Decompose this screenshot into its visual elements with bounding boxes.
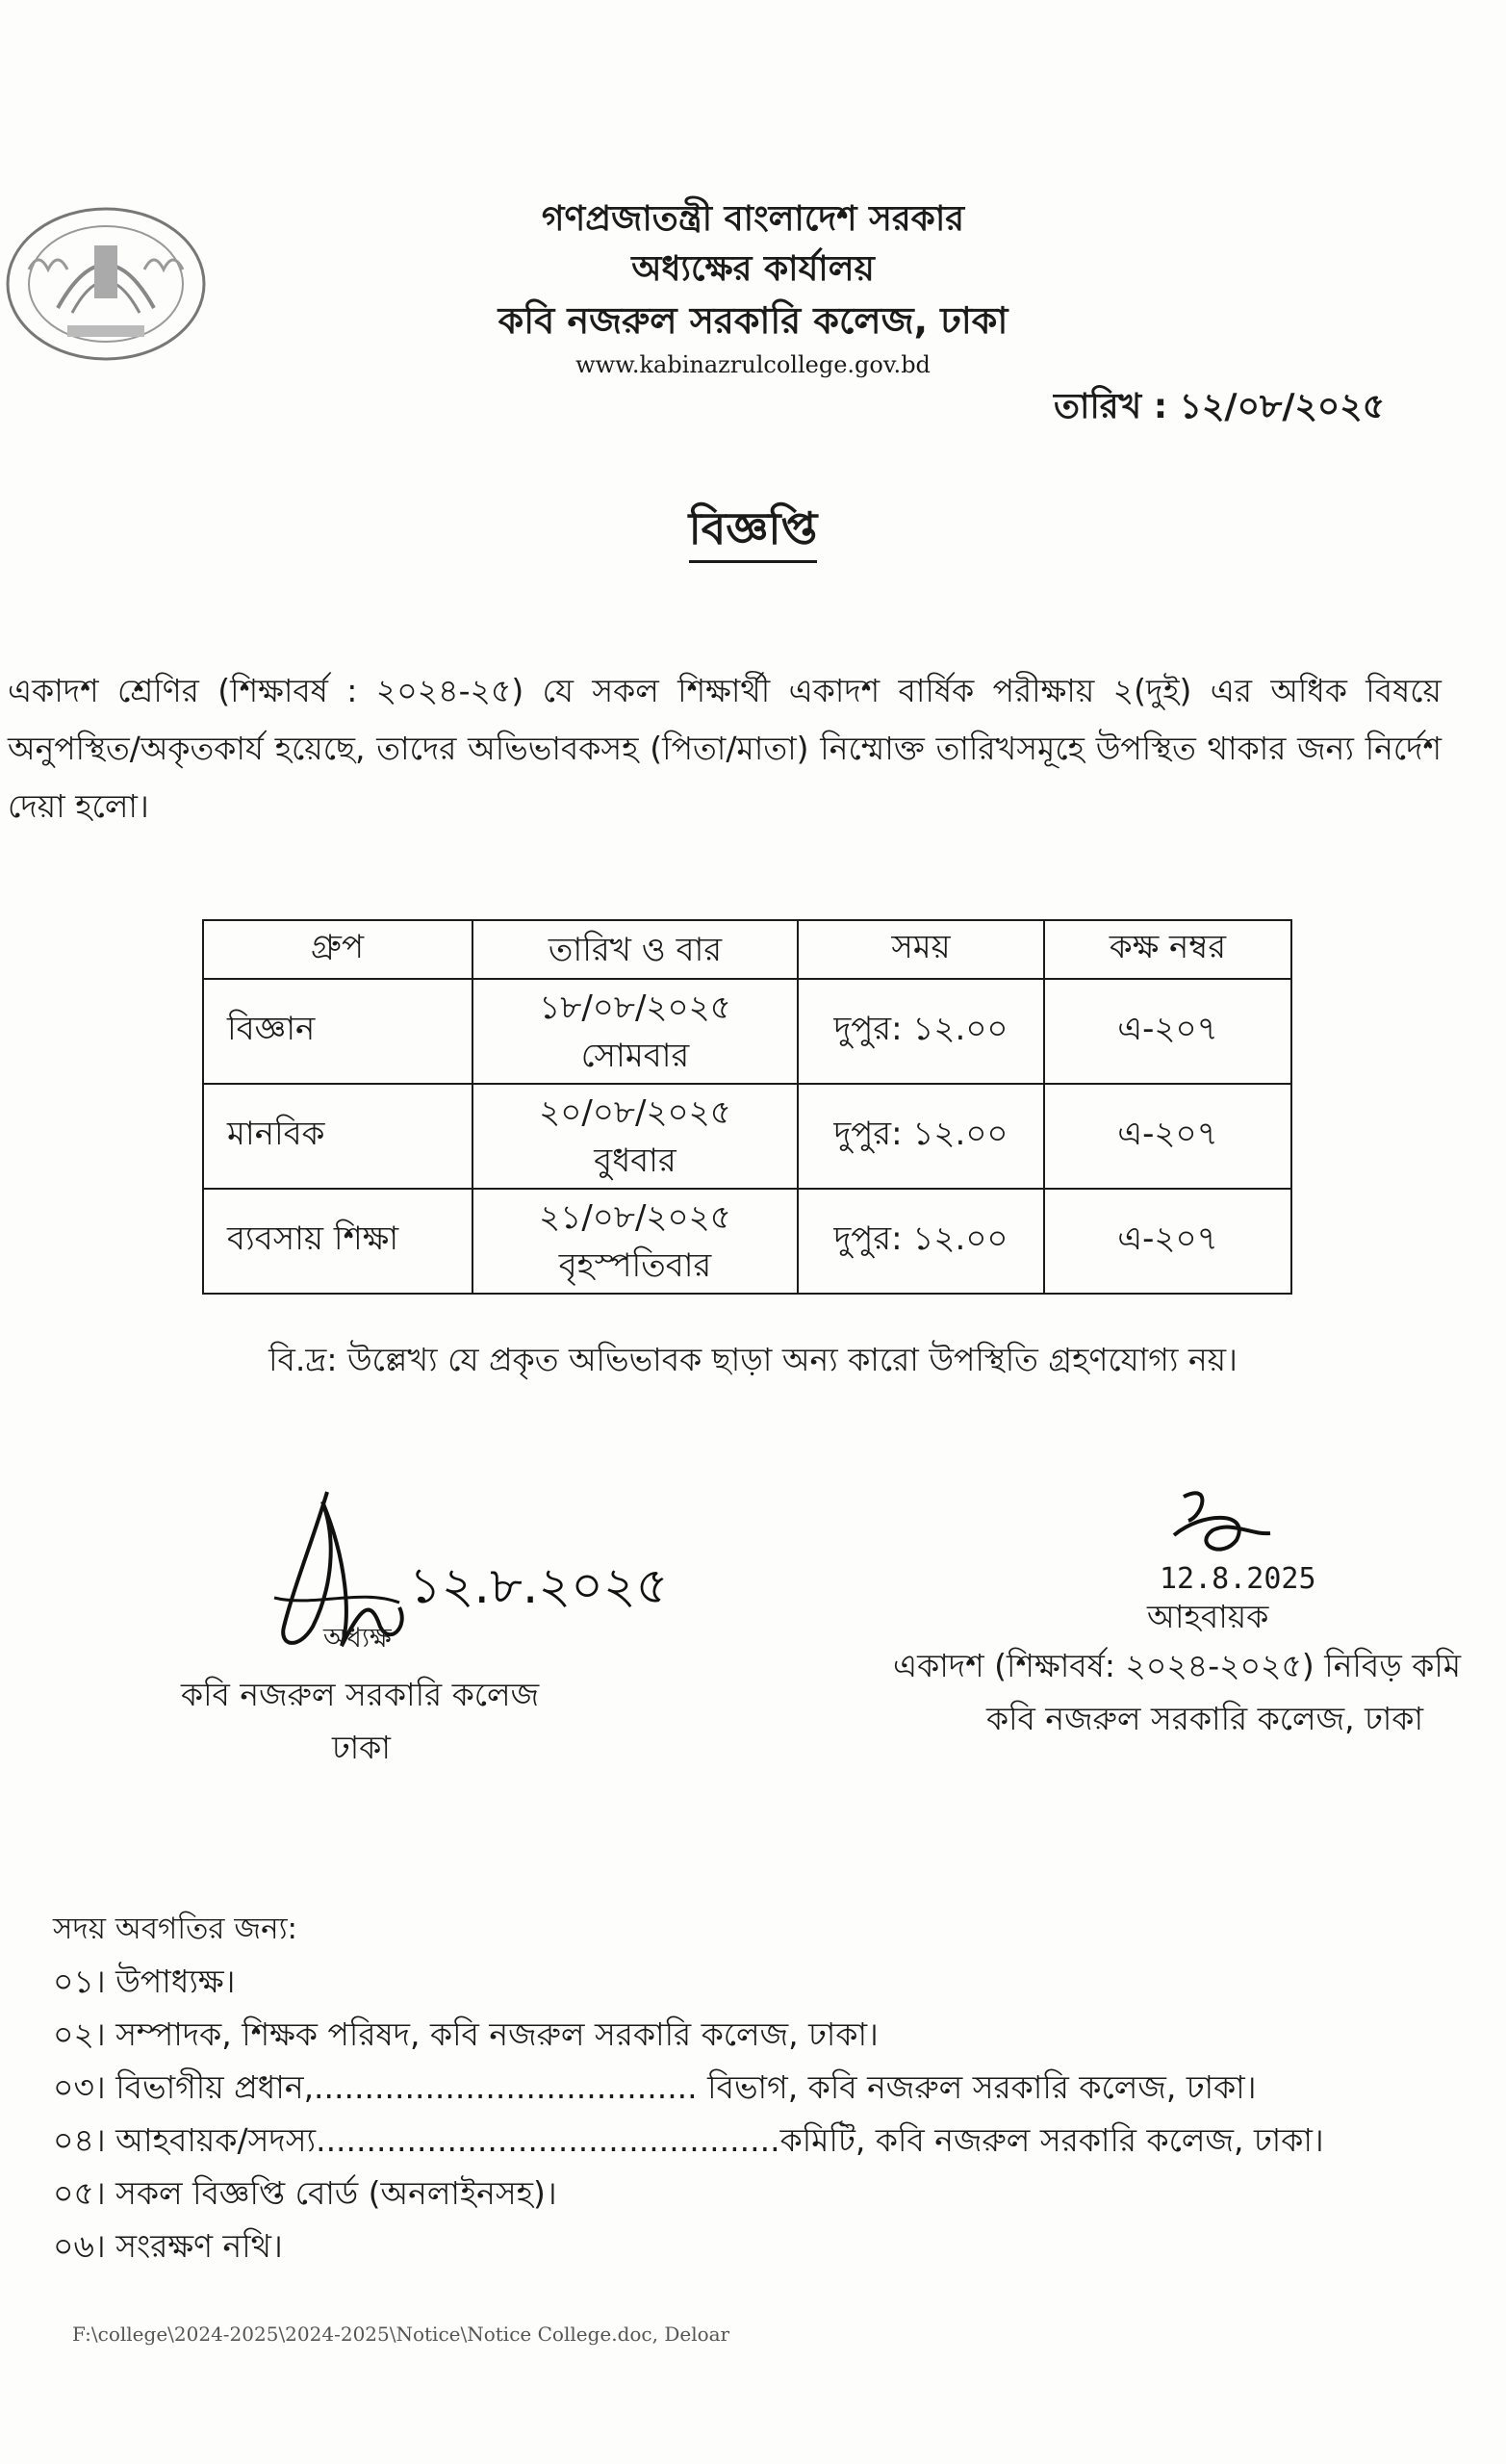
cell-day: বুধবার — [594, 1141, 676, 1180]
cell-time: দুপুর: ১২.০০ — [798, 1084, 1044, 1189]
cell-group: মানবিক — [203, 1084, 472, 1189]
header-room: কক্ষ নম্বর — [1044, 920, 1291, 979]
convener-college: কবি নজরুল সরকারি কলেজ, ঢাকা — [986, 1700, 1424, 1737]
list-item: ০২। সম্পাদক, শিক্ষক পরিষদ, কবি নজরুল সরকারি কলেজ, ঢাকা। — [53, 2015, 879, 2053]
list-item: ০৩। বিভাগীয় প্রধান,...................................... বিভাগ, কবি নজরুল সরকারি কলেজ, ঢাকা। — [53, 2068, 1257, 2106]
cell-time: দুপুর: ১২.০০ — [798, 979, 1044, 1084]
cell-date: ২০/০৮/২০২৫ — [539, 1092, 731, 1132]
header-group: গ্রুপ — [203, 920, 472, 979]
office-name: অধ্যক্ষের কার্যালয় — [631, 249, 875, 289]
principal-title: অধ্যক্ষ — [323, 1622, 392, 1654]
list-item: ০৪। আহবায়ক/সদস্য..............................................কমিটি, কবি নজরুল সরকারি কলেজ, ঢাকা। — [53, 2121, 1324, 2159]
cell-time: দুপুর: ১২.০০ — [798, 1189, 1044, 1294]
table-row — [203, 1189, 1291, 1294]
cell-date: ১৮/০৮/২০২৫ — [539, 988, 731, 1027]
principal-city: ঢাকা — [332, 1729, 391, 1766]
principal-college: কবি নজরুল সরকারি কলেজ — [181, 1676, 540, 1713]
cell-date-day — [472, 979, 798, 1084]
convener-role: আহবায়ক — [1147, 1598, 1269, 1635]
cell-room: এ-২০৭ — [1044, 1189, 1291, 1294]
notice-body: একাদশ শ্রেণির (শিক্ষাবর্ষ : ২০২৪-২৫) যে সকল শিক্ষার্থী একাদশ বার্ষিক পরীক্ষায় ২(দুই) এর অধিক বিষয়ে অনুপস্থিত/অকৃতকার্য হয়েছে, তাদের অভিভাবকসহ (পিতা/মাতা) নিম্মোক্ত তারিখসমূহে উপস্থিত থাকার জন্য নির্দেশ দেয়া হলো। — [8, 672, 1442, 825]
cell-day: বৃহস্পতিবার — [558, 1245, 712, 1285]
principal-handwritten-date: ১২.৮.২০২৫ — [409, 1557, 669, 1615]
list-item: ০৬। সংরক্ষণ নথি। — [53, 2227, 283, 2265]
notice-date: তারিখ : ১২/০৮/২০২৫ — [1054, 387, 1386, 426]
table-row — [203, 1084, 1291, 1189]
college-name: কবি নজরুল সরকারি কলেজ, ঢাকা — [498, 299, 1008, 342]
convener-handwritten-date: 12.8.2025 — [1160, 1562, 1316, 1596]
cell-date: ২১/০৮/২০২৫ — [539, 1197, 731, 1237]
cell-date-day — [472, 1189, 798, 1294]
table-header-row — [203, 920, 1291, 979]
cell-group: ব্যবসায় শিক্ষা — [203, 1189, 472, 1294]
cell-group: বিজ্ঞান — [203, 979, 472, 1084]
header-time: সময় — [798, 920, 1044, 979]
header-date-day: তারিখ ও বার — [472, 920, 798, 979]
convener-committee: একাদশ (শিক্ষাবর্ষ: ২০২৪-২০২৫) নিবিড় কমি — [893, 1647, 1462, 1684]
schedule-table — [202, 919, 1292, 1295]
government-name: গণপ্রজাতন্ত্রী বাংলাদেশ সরকার — [541, 199, 965, 239]
cell-date-day — [472, 1084, 798, 1189]
distribution-heading: সদয় অবগতির জন্য: — [53, 1912, 298, 1946]
cell-room: এ-২০৭ — [1044, 1084, 1291, 1189]
list-item: ০৫। সকল বিজ্ঞপ্তি বোর্ড (অনলাইনসহ)। — [53, 2174, 557, 2212]
note-text: বি.দ্র: উল্লেখ্য যে প্রকৃত অভিভাবক ছাড়া অন্য কারো উপস্থিতি গ্রহণযোগ্য নয়। — [268, 1341, 1238, 1378]
cell-room: এ-২০৭ — [1044, 979, 1291, 1084]
footer-file-path: F:\college\2024-2025\2024-2025\Notice\Notice College.doc, Deloar — [72, 2323, 730, 2346]
table-row — [203, 979, 1291, 1084]
list-item: ০১। উপাধ্যক্ষ। — [53, 1963, 236, 2000]
notice-title — [0, 496, 1506, 569]
cell-day: সোমবার — [580, 1036, 690, 1075]
college-website: www.kabinazrulcollege.gov.bd — [575, 351, 931, 378]
notice-title-text: বিজ্ঞপ্তি — [689, 502, 818, 563]
convener-signature-icon — [1145, 1477, 1357, 1574]
